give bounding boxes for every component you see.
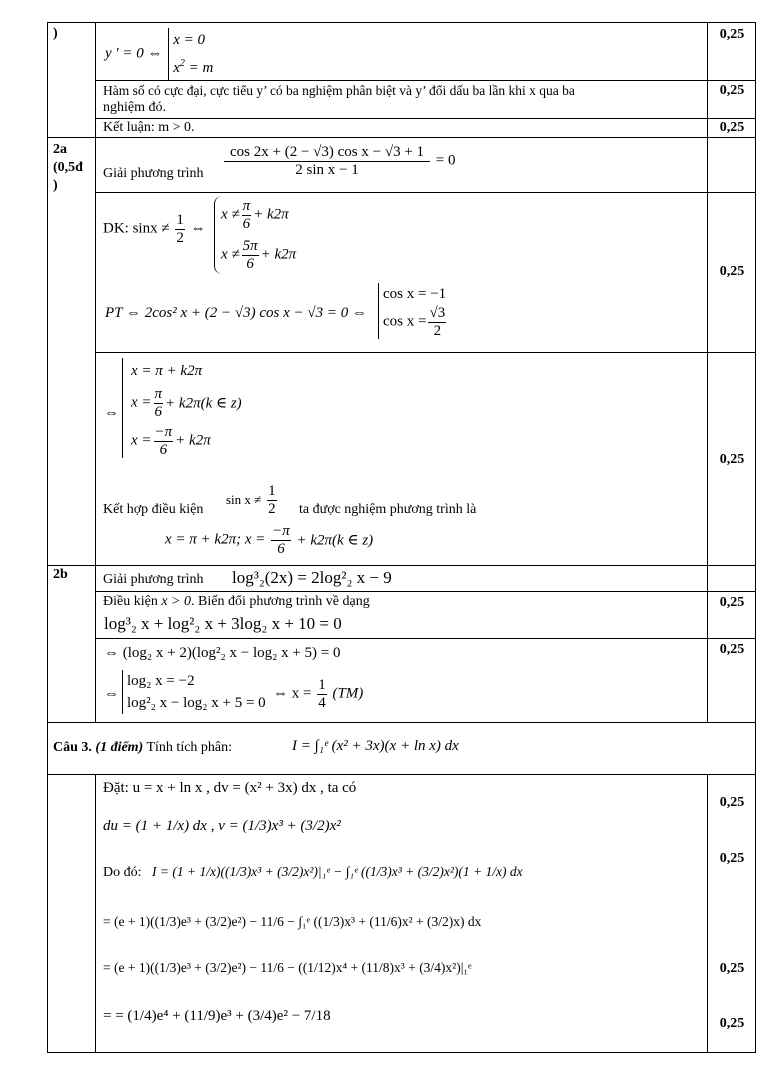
step-expand: = (e + 1)((1/3)e³ + (3/2)e²) − 11/6 − ∫₁ᵉ ((1/3)x³ + (11/6)x² + (3/2)x) dx: [103, 914, 482, 929]
step-label: Do đó:: [103, 865, 142, 880]
score: 0,25: [719, 1016, 745, 1031]
condition-text: sin x ≠: [226, 492, 262, 507]
fraction-numerator: π: [154, 386, 163, 402]
section-label: 2b: [53, 567, 68, 582]
fraction-denominator: 4: [318, 694, 326, 711]
derivative-equation: [105, 28, 213, 80]
fraction-numerator: 1: [176, 212, 184, 228]
case-line: [383, 305, 448, 339]
system-line: [221, 238, 296, 272]
log-result: [273, 677, 363, 711]
integral-definition: I = ∫₁ᵉ (x² + 3x)(x + ln x) dx: [292, 738, 459, 754]
step-differentials: du = (1 + 1/x) dx , v = (1/3)x³ + (3/2)x²: [103, 818, 341, 834]
factored-equation: ⇔ (log₂ x + 2)(log²₂ x − log₂ x + 5) = 0: [104, 645, 341, 661]
fraction-denominator: 2: [433, 322, 442, 339]
fraction-denominator: 2: [268, 500, 276, 517]
table-border-col1-lower: [95, 774, 96, 1052]
problem-prompt: Giải phương trình: [103, 572, 204, 587]
cos-solutions: [378, 283, 448, 339]
row-divider: [95, 118, 756, 119]
iff-symbol: ⇔: [104, 686, 119, 702]
condition-block: [103, 212, 206, 246]
row-divider: [95, 352, 756, 353]
combine-condition: [226, 483, 279, 517]
case-exponent: 2: [179, 58, 185, 69]
case-bracket: [122, 670, 266, 714]
fraction-denominator: 2 sin x − 1: [295, 161, 359, 178]
log-cases: [122, 670, 266, 714]
case-bracket: [122, 358, 242, 458]
condition-system: [214, 196, 296, 274]
row-divider: [47, 774, 756, 775]
fraction-denominator: 6: [159, 441, 168, 458]
section-label: 2a: [53, 142, 67, 157]
transformed-equation: log³₂ x + log²₂ x + 3log₂ x + 10 = 0: [104, 614, 342, 633]
explanation-line: Hàm số có cực đại, cực tiểu y’ có ba nghiệm phân biệt và y’ đổi dấu ba lần khi x qua ba: [103, 83, 575, 98]
score: 0,25: [719, 452, 745, 467]
fraction-numerator: 1: [318, 677, 326, 693]
result-text: (TM): [332, 685, 364, 702]
fraction-numerator: cos 2x + (2 − √3) cos x − √3 + 1: [224, 144, 430, 162]
table-border-col2: [707, 22, 708, 722]
case-bracket: [168, 28, 213, 80]
fraction-numerator: 1: [268, 483, 276, 499]
table-border-col2-lower: [707, 774, 708, 1052]
solution-set: [122, 358, 242, 458]
table-border-top: [47, 22, 756, 23]
equation-rhs: = 0: [435, 152, 456, 169]
case-line: [131, 424, 242, 458]
fraction-denominator: 6: [154, 403, 163, 420]
score: 0,25: [719, 83, 745, 98]
solution-text: + k2π(k ∈ z): [296, 532, 374, 549]
result-text: ⇔ x =: [273, 685, 312, 702]
row-divider: [95, 80, 756, 81]
combine-text: Kết hợp điều kiện: [103, 502, 204, 517]
row-divider: [47, 722, 756, 723]
condition-text: . Biến đổi phương trình về dạng: [191, 594, 370, 609]
case-text: cos x =: [383, 313, 427, 330]
question-heading: [53, 740, 232, 757]
iff-symbol: ⇔: [190, 220, 206, 237]
case-line: [131, 386, 242, 420]
score: 0,25: [719, 120, 745, 135]
fraction-numerator: −π: [154, 424, 173, 440]
system-text: x ≠: [221, 246, 240, 263]
score: 0,25: [719, 264, 745, 279]
system-line: [221, 198, 296, 232]
fraction-denominator: 6: [246, 255, 254, 272]
case-line: x = π + k2π: [131, 363, 203, 379]
case-text: + k2π(k ∈ z): [165, 395, 242, 412]
fraction-numerator: √3: [429, 305, 446, 321]
case-line: x = 0: [173, 32, 206, 48]
score: 0,25: [719, 642, 745, 657]
condition-line: [103, 594, 370, 611]
step-substitution: Đặt: u = x + ln x , dv = (x² + 3x) dx , ta có: [103, 780, 357, 796]
condition-label: DK: sinx ≠: [103, 220, 170, 237]
problem-prompt: Giải phương trình: [103, 166, 204, 181]
step-result: = = (1/4)e⁴ + (11/9)e³ + (3/4)e² − 7/18: [103, 1008, 331, 1024]
fraction-denominator: 6: [242, 215, 251, 232]
trig-equation: [222, 144, 456, 178]
score: 0,25: [719, 27, 745, 42]
score: 0,25: [719, 851, 745, 866]
case-rest: = m: [184, 60, 214, 76]
fraction-numerator: π: [242, 198, 251, 214]
conclusion: Kết luận: m > 0.: [103, 120, 195, 135]
score: 0,25: [719, 961, 745, 976]
step-evaluate: = (e + 1)((1/3)e³ + (3/2)e²) − 11/6 − ((1/12)x⁴ + (11/8)x³ + (3/4)x²)|₁ᵉ: [103, 960, 472, 975]
table-border-col1: [95, 22, 96, 722]
case-text: x =: [131, 432, 152, 449]
final-solution: [165, 523, 373, 557]
condition-value: x > 0: [161, 594, 191, 609]
row-divider: [47, 137, 756, 138]
question-points: (1 điểm): [91, 740, 144, 755]
case-text: x =: [131, 394, 152, 411]
case-line: log₂ x = −2: [127, 673, 195, 689]
question-prompt: Tính tích phân:: [143, 740, 233, 755]
row-divider: [47, 565, 756, 566]
combine-text: ta được nghiệm phương trình là: [299, 502, 477, 517]
row-divider: [95, 638, 756, 639]
case-line: cos x = −1: [383, 286, 447, 302]
system-text: + k2π: [253, 206, 289, 223]
question-number: Câu 3.: [53, 740, 92, 755]
case-bracket: [378, 283, 448, 339]
score: 0,25: [719, 795, 745, 810]
system-brace: [214, 196, 296, 274]
fraction-numerator: −π: [272, 523, 290, 539]
condition-fraction: [175, 212, 185, 246]
step-by-parts: I = (1 + 1/x)((1/3)x³ + (3/2)x²)|₁ᵉ − ∫₁ᵉ ((1/3)x³ + (3/2)x²)(1 + 1/x) dx: [152, 864, 523, 879]
score: 0,25: [719, 595, 745, 610]
log-equation: log³₂(2x) = 2log²₂ x − 9: [232, 568, 392, 587]
iff-symbol: ⇔: [104, 405, 119, 421]
pt-transform: PT ⇔ 2cos² x + (2 − √3) cos x − √3 = 0 ⇔: [105, 305, 367, 321]
table-border-right: [755, 22, 756, 1052]
derivative-lhs: y ' = 0 ⇔: [105, 45, 163, 62]
condition-text: Điều kiện: [103, 594, 162, 609]
row-divider: [95, 591, 756, 592]
explanation-line: nghiệm đó.: [103, 100, 166, 115]
case-line: log²₂ x − log₂ x + 5 = 0: [127, 695, 266, 711]
fraction-denominator: 6: [277, 540, 285, 557]
table-border-bottom: [47, 1052, 756, 1053]
equation-fraction: [224, 144, 430, 178]
fraction-denominator: 2: [176, 229, 184, 246]
solution-text: x = π + k2π; x =: [165, 531, 266, 548]
case-base: x: [173, 60, 180, 76]
system-text: + k2π: [260, 246, 297, 263]
section-label: ): [53, 178, 58, 193]
table-border-left: [47, 22, 48, 1052]
row-label: ): [53, 26, 58, 41]
section-label: (0,5đ: [53, 160, 83, 175]
case-text: + k2π: [175, 432, 211, 449]
fraction-numerator: 5π: [242, 238, 258, 254]
system-text: x ≠: [221, 206, 240, 223]
row-divider: [95, 192, 756, 193]
case-line: [173, 52, 213, 80]
